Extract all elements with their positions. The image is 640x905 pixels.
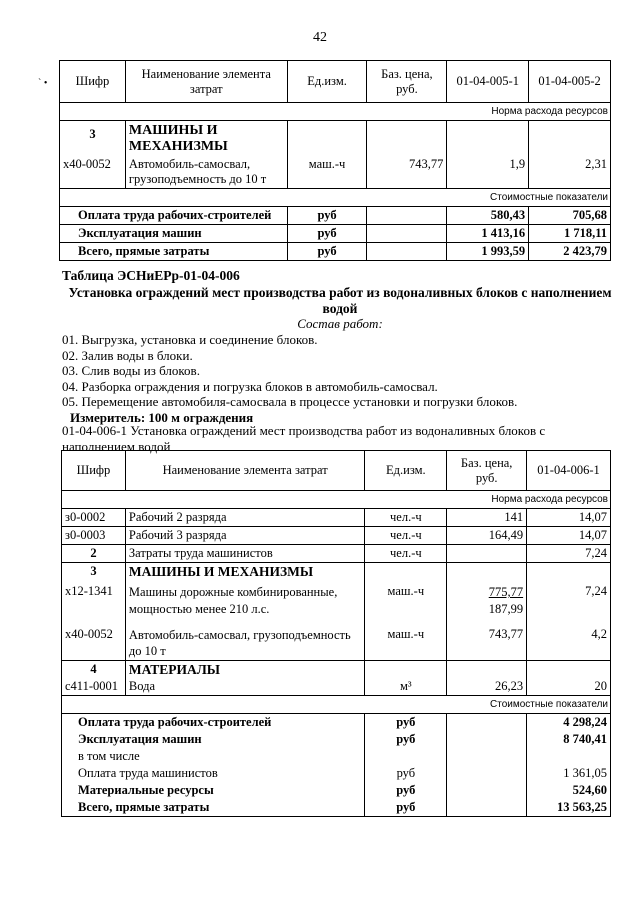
total-row: в том числе	[62, 748, 611, 765]
list-item: 01. Выгрузка, установка и соединение блоков.	[62, 332, 318, 347]
works-list	[62, 332, 517, 410]
header-cell: 01-04-005-1	[447, 61, 529, 103]
cost-label: Стоимостные показатели	[60, 189, 611, 207]
list-item: 02. Залив воды в блоки.	[62, 347, 193, 363]
header-cell: Наименование элемента затрат	[125, 451, 365, 491]
table-row: з0-0003 Рабочий 3 разряда чел.-ч 164,49 14,07	[62, 527, 611, 545]
table-row: 2 Затраты труда машинистов чел.-ч 7,24	[62, 545, 611, 563]
total-row: Эксплуатация машин руб 8 740,41	[62, 731, 611, 748]
row-value: 2,31	[529, 156, 611, 189]
table-title: Таблица ЭСНиЕРр-01-04-006	[62, 268, 240, 283]
resource-table-006	[61, 450, 611, 817]
table-row: з0-0002 Рабочий 2 разряда чел.-ч 141 14,07	[62, 509, 611, 527]
row-value: 1,9	[447, 156, 529, 189]
header-cell: Баз. цена, руб.	[367, 61, 447, 103]
total-row: Оплата труда рабочих-строителей руб 4 298,24	[62, 714, 611, 732]
table-header-row	[62, 451, 611, 491]
table-subtitle: Установка ограждений мест производства работ из водоналивных блоков с наполнением водой	[68, 285, 612, 316]
cost-label: Стоимостные показатели	[62, 696, 611, 714]
header-cell: Шифр	[60, 61, 126, 103]
table-row: х40-0052 Автомобиль-самосвал, грузоподъемность до 10 т маш.-ч 743,77 4,2	[62, 619, 611, 661]
works-heading: Состав работ:	[297, 316, 383, 331]
list-item: 04. Разборка ограждения и погрузка блоков в автомобиль-самосвал.	[62, 378, 438, 394]
header-cell: Наименование элемента затрат	[125, 61, 287, 103]
header-cell: 01-04-005-2	[529, 61, 611, 103]
total-row: Всего, прямые затраты руб 13 563,25	[62, 799, 611, 817]
section-row: 3 МАШИНЫ И МЕХАНИЗМЫ	[62, 563, 611, 581]
norm-label: Норма расхода ресурсов	[62, 491, 611, 509]
total-row: Материальные ресурсы руб 524,60	[62, 782, 611, 799]
norm-label: Норма расхода ресурсов	[60, 103, 611, 121]
row-name: Автомобиль-самосвал, грузоподъемность до 10 т	[125, 156, 287, 189]
table-row: х12-1341 Машины дорожные комбинированные, мощностью менее 210 л.с. маш.-ч 775,77 187,99 7,24	[62, 580, 611, 619]
header-cell: Ед.изм.	[365, 451, 447, 491]
list-item: 05. Перемещение автомобиля-самосвала в процессе установки и погрузки блоков.	[62, 394, 518, 409]
table-row	[60, 156, 611, 189]
row-unit: маш.-ч	[287, 156, 367, 189]
header-cell: Шифр	[62, 451, 126, 491]
section-row: 4 МАТЕРИАЛЫ	[62, 661, 611, 679]
header-cell: Ед.изм.	[287, 61, 367, 103]
resource-table-005	[59, 60, 611, 261]
total-row: Эксплуатация машин руб 1 413,16 1 718,11	[60, 225, 611, 243]
row-code: х40-0052	[60, 156, 126, 189]
section-title: МАШИНЫ И МЕХАНИЗМЫ	[125, 121, 287, 157]
header-cell: 01-04-006-1	[527, 451, 611, 491]
page-number: 42	[313, 30, 327, 45]
meter: Измеритель: 100 м ограждения	[70, 410, 254, 425]
total-row: Оплата труда рабочих-строителей руб 580,43 705,68	[60, 207, 611, 225]
list-item: 03. Слив воды из блоков.	[62, 363, 200, 378]
section-row	[60, 121, 611, 157]
description: 01-04-006-1 Установка ограждений мест производства работ из водоналивных блоков с наполнением водой	[62, 423, 546, 454]
table-row: с411-0001 Вода м³ 26,23 20	[62, 678, 611, 696]
section-number: 3	[60, 121, 126, 157]
header-cell: Баз. цена, руб.	[447, 451, 527, 491]
table-header-row	[60, 61, 611, 103]
margin-marks: ` •	[38, 78, 48, 89]
total-row: Оплата труда машинистов руб 1 361,05	[62, 765, 611, 782]
total-row: Всего, прямые затраты руб 1 993,59 2 423,79	[60, 243, 611, 261]
row-price: 743,77	[367, 156, 447, 189]
